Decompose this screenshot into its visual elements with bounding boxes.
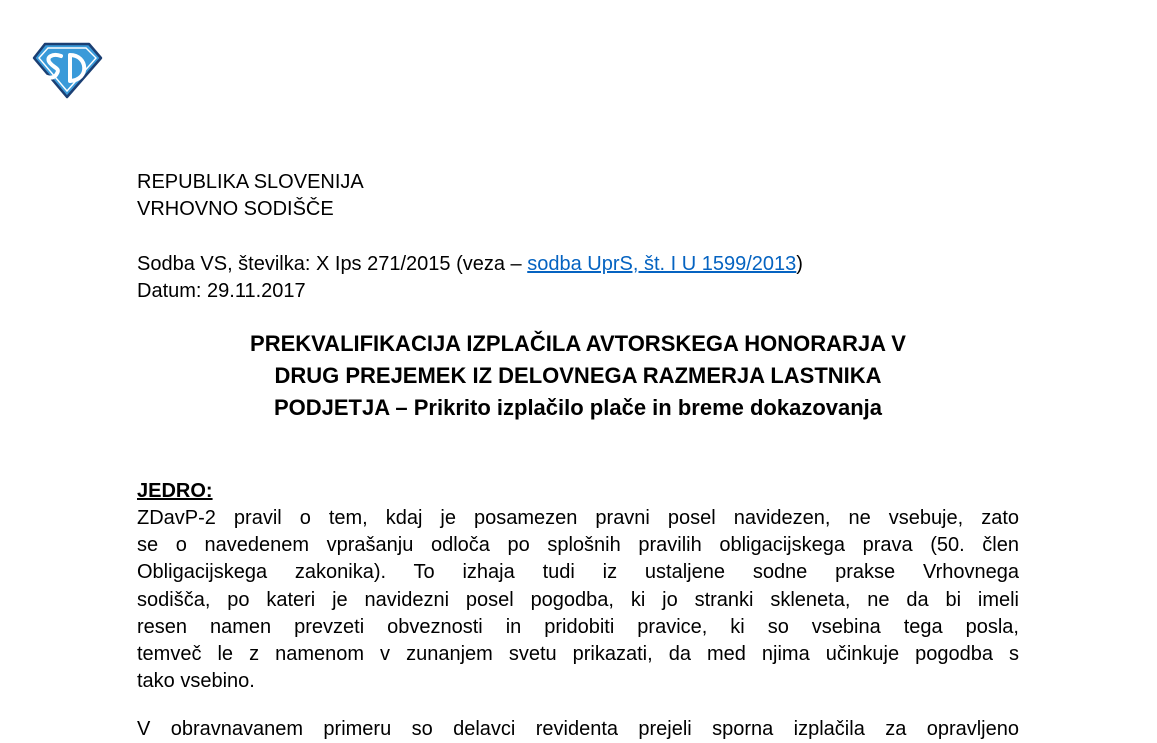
judgment-number: Sodba VS, številka: X Ips 271/2015 (veza –: [137, 253, 528, 275]
paragraph-line: temveč le z namenom v zunanjem svetu prikazati, da med njima učinkuje pogodba s: [137, 643, 1019, 666]
paragraph-line: resen namen prevzeti obveznosti in pridobiti pravice, ki so vsebina tega posla,: [137, 615, 1019, 638]
judgment-date: Datum: 29.11.2017: [137, 280, 306, 302]
judgment-reference-suffix: ): [796, 253, 803, 275]
republic-name: REPUBLIKA SLOVENIJA: [137, 171, 364, 193]
paragraph-line: tako vsebino.: [137, 670, 255, 693]
core-paragraph: [137, 505, 1019, 695]
related-judgment-link[interactable]: sodba UprS, št. I U 1599/2013: [527, 253, 797, 275]
second-paragraph: [137, 716, 1019, 743]
title-line: PREKVALIFIKACIJA IZPLAČILA AVTORSKEGA HONORARJA V: [250, 331, 906, 356]
paragraph-line: ZDavP-2 pravil o tem, kdaj je posamezen pravni posel navidezen, ne vsebuje, zato: [137, 507, 1019, 529]
paragraph-line: se o navedenem vprašanju odloča po splošnih pravilih obligacijskega prava (50. člen: [137, 534, 1019, 557]
title-line: PODJETJA – Prikrito izplačilo plače in breme dokazovanja: [273, 395, 883, 420]
court-emblem-icon: [30, 40, 104, 100]
court-name: VRHOVNO SODIŠČE: [137, 198, 334, 220]
judgment-reference: [137, 251, 803, 278]
paragraph-line: sodišča, po kateri je navidezni posel pogodba, ki jo stranki skleneta, ne da bi imeli: [137, 588, 1019, 611]
title-line: DRUG PREJEMEK IZ DELOVNEGA RAZMERJA LASTNIKA: [274, 363, 882, 388]
section-heading: JEDRO:: [137, 480, 213, 502]
document-title: [137, 328, 1019, 424]
paragraph-line: Obligacijskega zakonika). To izhaja tudi iz ustaljene sodne prakse Vrhovnega: [137, 561, 1019, 584]
paragraph-line: V obravnavanem primeru so delavci revidenta prejeli sporna izplačila za opravljeno: [137, 718, 1019, 740]
